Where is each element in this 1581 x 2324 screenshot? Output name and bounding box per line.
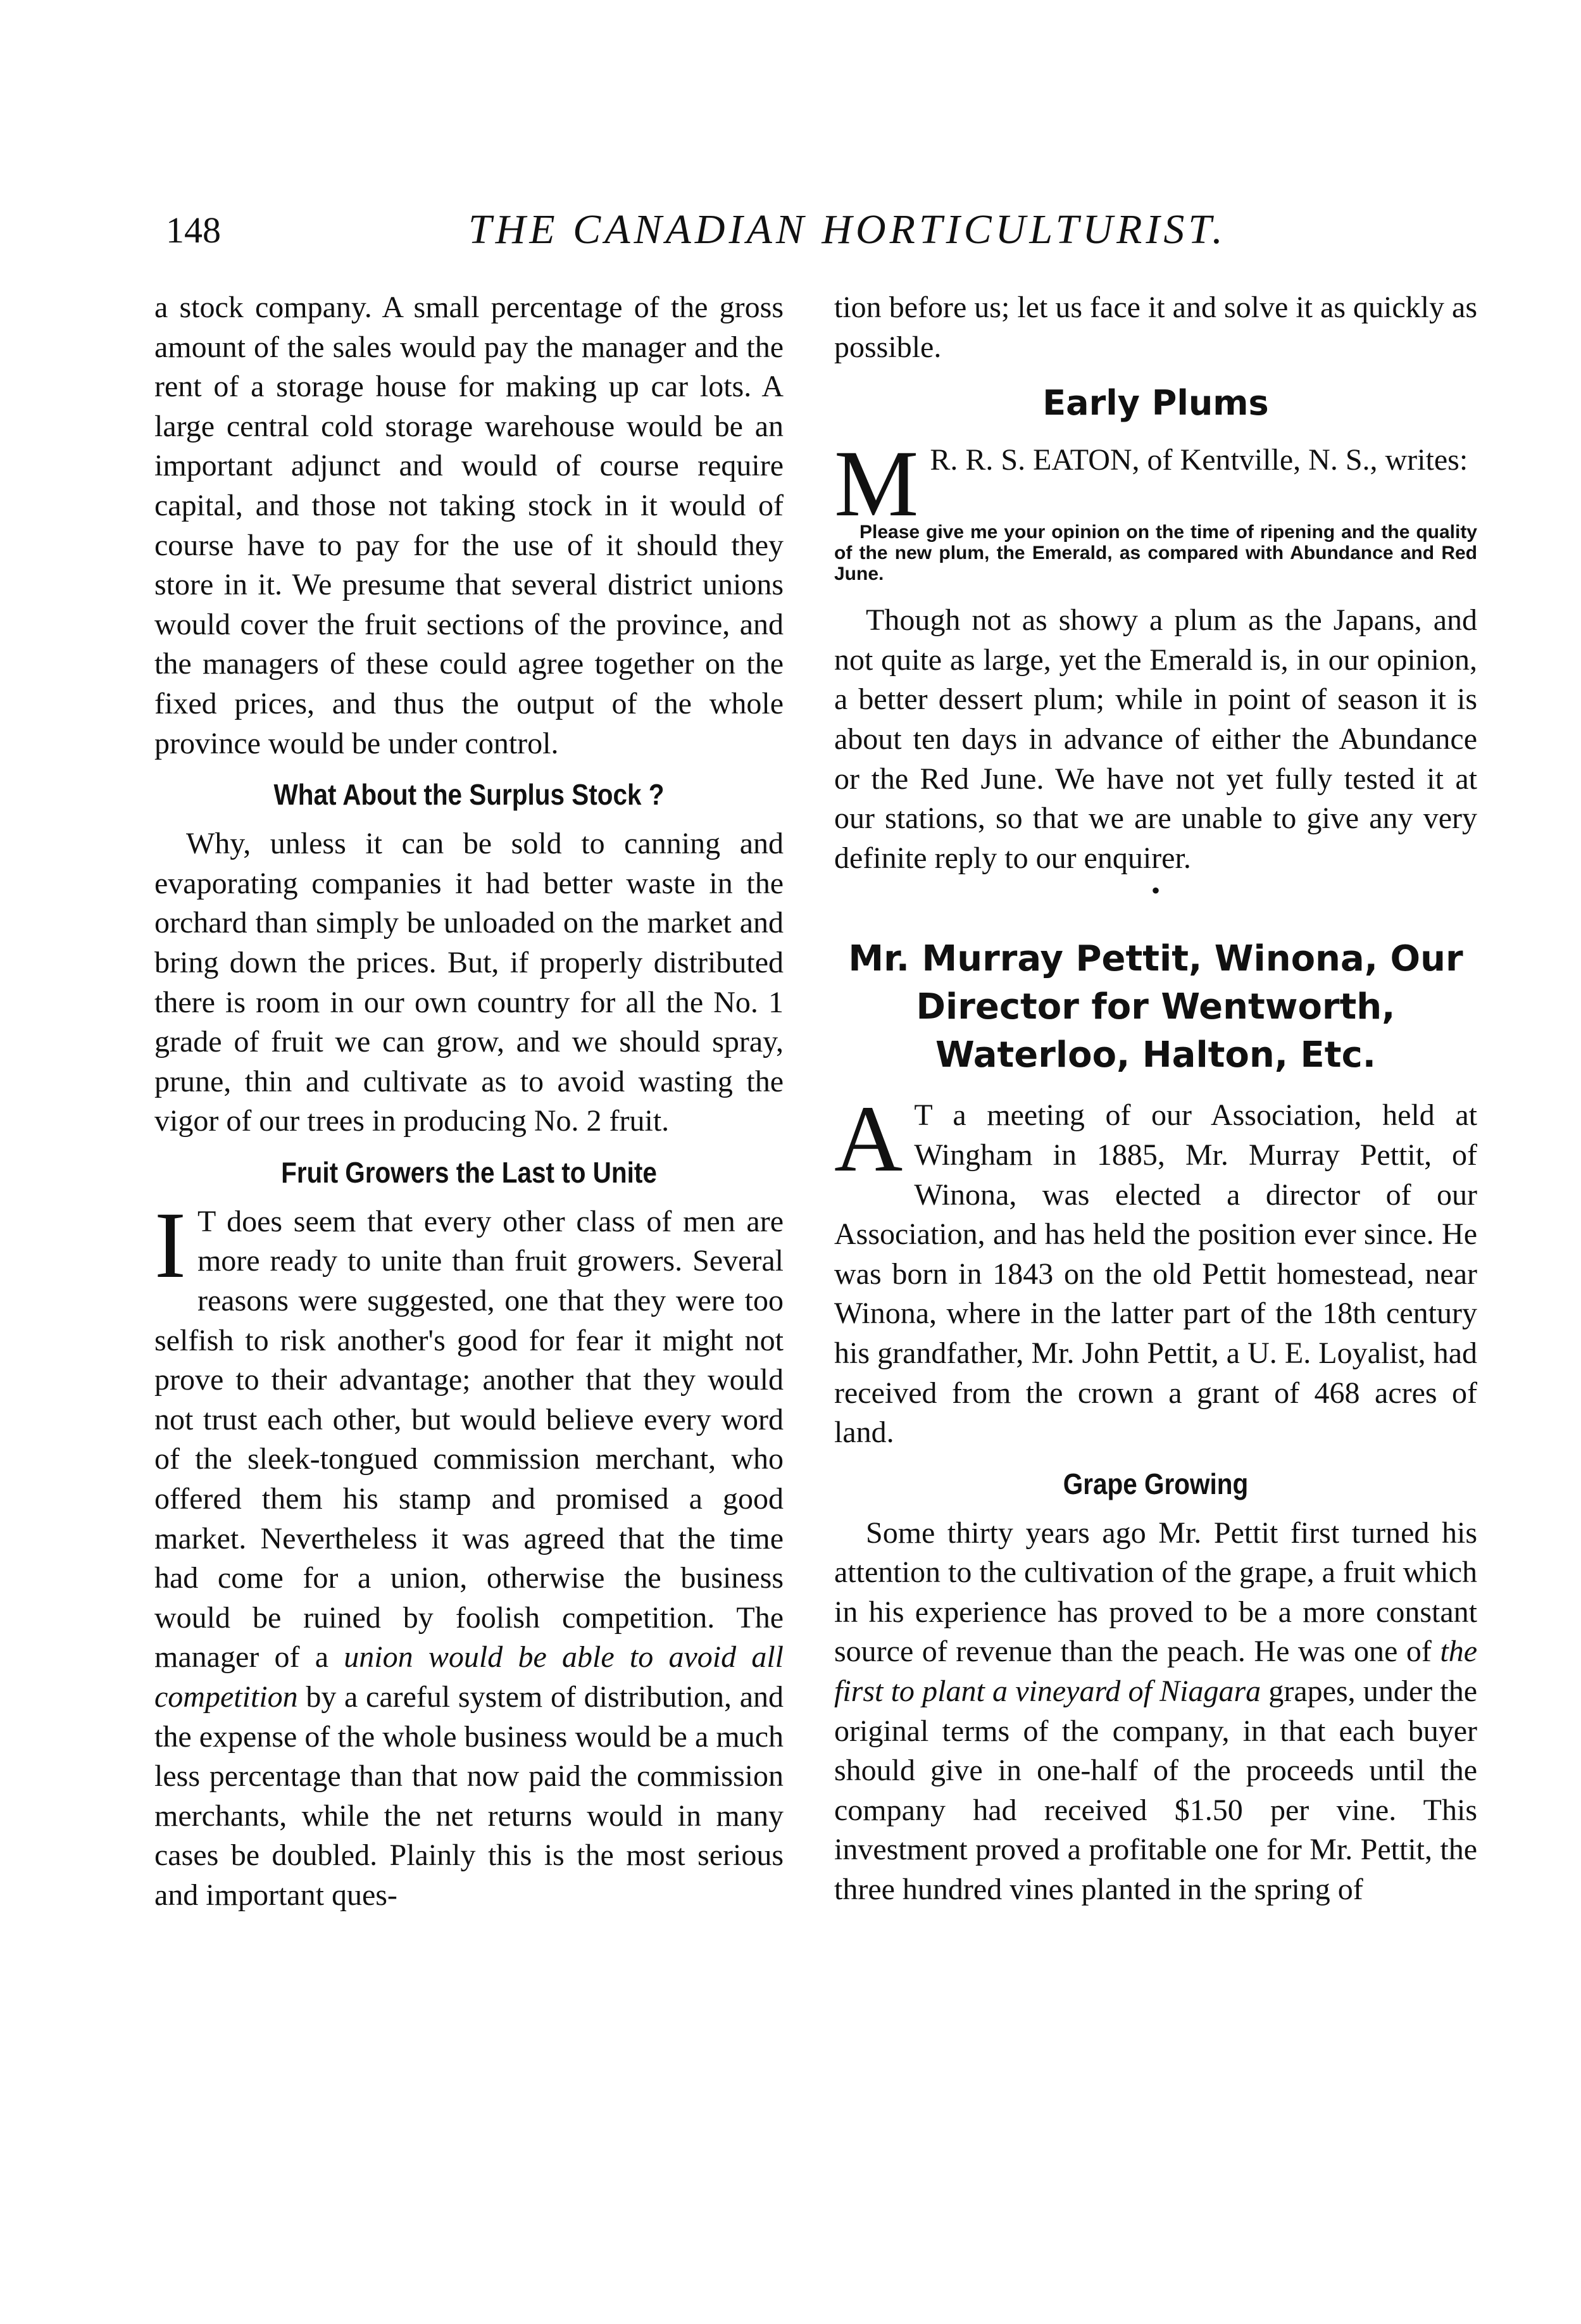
section-heading-pettit: Mr. Murray Pettit, Winona, Our Director for Wentworth, Waterloo, Halton, Etc. xyxy=(848,938,1463,1076)
paragraph-text: by a careful system of distribution, and the expense of the whole business would be a much less percentage than that now paid the commission merchants, while the net returns would in many cases be doubled. Plainly this is the most serious and important ques- xyxy=(154,1680,784,1912)
left-column xyxy=(154,288,784,1916)
section-heading-plums: Early Plums xyxy=(1042,383,1269,424)
paragraph xyxy=(154,1192,784,1916)
letter-quote: Please give me your opinion on the time of ripening and the quality of the new plum, the Emerald, as compared with Abundance and Red June. xyxy=(834,522,1477,585)
paragraph-text: Some thirty years ago Mr. Pettit first turned his attention to the cultivation of the grape, a fruit which in his experience has proved to be a more constant source of revenue than the peach. He was one of xyxy=(834,1516,1477,1669)
paragraph: a stock company. A small percentage of the gross amount of the sales would pay the manager and the rent of a storage house for making up car lots. A large central cold storage warehouse would be an important adjunct and would of course require capital, and those not taking stock in it would of course have to pay for the use of it should they store in it. We presume that several district unions would cover the fruit sections of the province, and the managers of these could agree together on the fixed prices, and thus the output of the whole province would be under control. xyxy=(154,291,784,760)
italic-text: union would be able to avoid all competition xyxy=(154,1640,784,1714)
paragraph xyxy=(834,1086,1477,1452)
paragraph: tion before us; let us face it and solve it as quickly as possible. xyxy=(834,291,1477,364)
running-head: THE CANADIAN HORTICULTURIST. xyxy=(468,206,1227,253)
section-heading-surplus: What About the Surplus Stock ? xyxy=(273,778,665,812)
section-heading-grape: Grape Growing xyxy=(1063,1467,1249,1500)
separator-dot: • xyxy=(1151,876,1160,905)
drop-cap: I xyxy=(154,1192,186,1298)
paragraph-text: grapes, under the original terms of the company, in that each buyer should give in one-half of the proceeds until the company had received $1.50 per vine. This investment proved a profitable one for Mr. Pettit, the three hundred vines planted in the spring of xyxy=(834,1674,1478,1907)
section-heading-unite: Fruit Growers the Last to Unite xyxy=(281,1155,657,1189)
drop-cap: A xyxy=(834,1086,903,1192)
italic-text: the first to plant a vineyard of Niagara xyxy=(834,1635,1477,1709)
drop-cap: M xyxy=(834,431,919,537)
paragraph-text: R. R. S. EATON, of Kentville, N. S., writes: xyxy=(930,443,1468,477)
paragraph xyxy=(834,1514,1477,1910)
paragraph: Why, unless it can be sold to canning and evaporating companies it had better waste in the orchard than simply be unloaded on the market and bring down the prices. But, if properly distributed there is room in our own country for all the No. 1 grade of fruit we can grow, and we should spray, prune, thin and cultivate as to avoid wasting the vigor of our trees in producing No. 2 fruit. xyxy=(154,827,784,1138)
paragraph: Though not as showy a plum as the Japans, and not quite as large, yet the Emerald is, in our opinion, a better dessert plum; while in point of season it is about ten days in advance of either the Abundance or the Red June. We have not yet fully tested it at our stations, so that we are unable to give any very definite reply to our enquirer. xyxy=(834,603,1477,875)
paragraph xyxy=(834,431,1477,537)
page-number: 148 xyxy=(166,210,221,251)
paragraph-text: T does seem that every other class of men are more ready to unite than fruit growers. Several reasons were suggested, one that they were too selfish to risk another's good for fear it might not prove to their advantage; another that they would not trust each other, but would believe every word of the sleek-tongued commission merchant, who offered them his stamp and promised a good market. Nevertheless it was agreed that the time had come for a union, otherwise the business would be ruined by foolish competition. The manager of a xyxy=(154,1204,784,1674)
right-column xyxy=(834,288,1477,1910)
paragraph-text: T a meeting of our Association, held at Wingham in 1885, Mr. Murray Pettit, of Winona, was elected a director of our Association, and has held the position ever since. He was born in 1843 on the old Pettit homestead, near Winona, where in the latter part of the 18th century his grandfather, Mr. John Pettit, a U. E. Loyalist, had received from the crown a grant of 468 acres of land. xyxy=(834,1098,1477,1450)
